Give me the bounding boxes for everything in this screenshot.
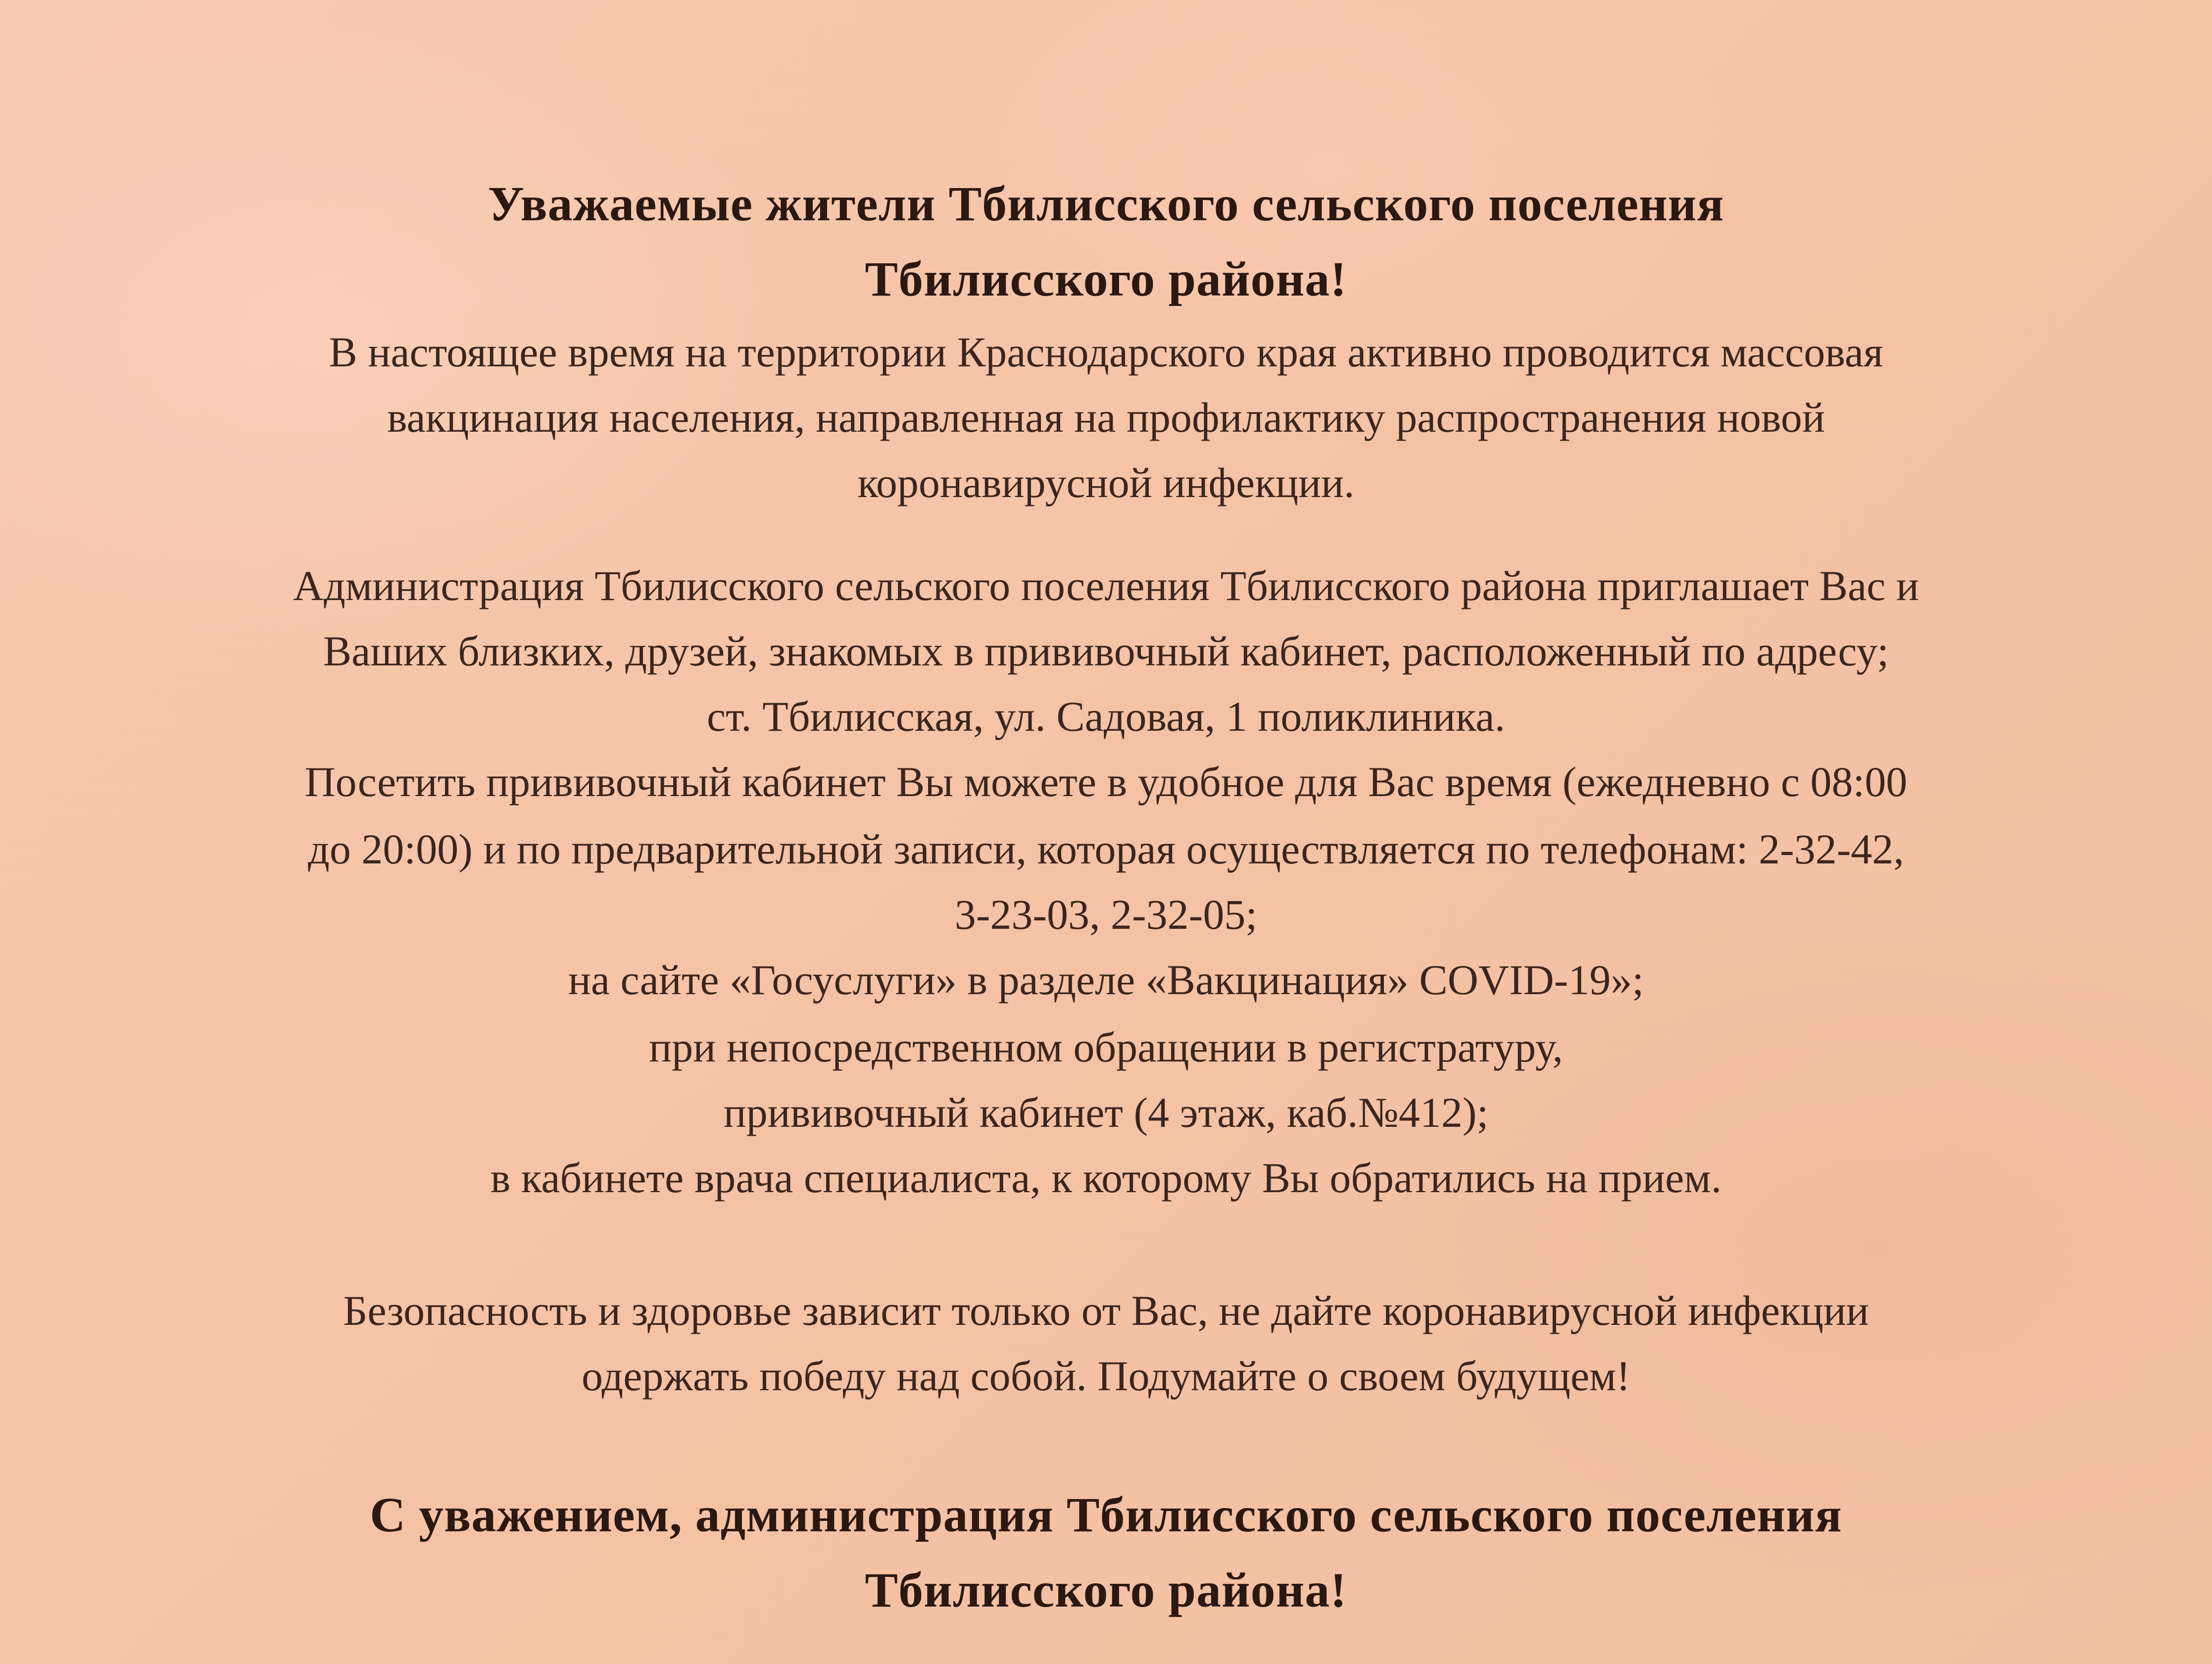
greeting-line-2: Тбилисского района! <box>865 252 1347 306</box>
invitation-line-8: при непосредственном обращении в регистратуру, <box>649 1023 1563 1071</box>
invitation-line-7: на сайте «Госуслуги» в разделе «Вакцинация» COVID-19»; <box>568 956 1644 1004</box>
greeting-line-1: Уважаемые жители Тбилисского сельского поселения <box>488 176 1724 231</box>
invitation-line-6: 3-23-03, 2-32-05; <box>954 891 1258 938</box>
signature-line-2: Тбилисского района! <box>865 1563 1347 1617</box>
invitation-line-4: Посетить прививочный кабинет Вы можете в удобное для Вас время (ежедневно с 08:00 <box>304 758 1908 806</box>
appeal-line-2: одержать победу над собой. Подумайте о своем будущем! <box>581 1352 1631 1400</box>
invitation-line-9: прививочный кабинет (4 этаж, каб.№412); <box>723 1089 1489 1136</box>
intro-line-1: В настоящее время на территории Краснодарского края активно проводится массовая <box>329 328 1883 376</box>
intro-line-2: вакцинация населения, направленная на профилактику распространения новой <box>387 394 1825 441</box>
invitation-line-10: в кабинете врача специалиста, к которому Вы обратились на прием. <box>490 1154 1722 1202</box>
invitation-line-5: до 20:00) и по предварительной записи, которая осуществляется по телефонам: 2-32-42, <box>308 825 1904 873</box>
appeal-line-1: Безопасность и здоровье зависит только от Вас, не дайте коронавирусной инфекции <box>343 1287 1869 1334</box>
invitation-line-3: ст. Тбилисская, ул. Садовая, 1 поликлиника. <box>707 693 1505 740</box>
intro-line-3: коронавирусной инфекции. <box>857 459 1355 506</box>
signature-line-1: С уважением, администрация Тбилисского сельского поселения <box>370 1487 1842 1542</box>
invitation-line-1: Администрация Тбилисского сельского поселения Тбилисского района приглашает Вас и <box>293 562 1919 609</box>
invitation-line-2: Ваших близких, друзей, знакомых в прививочный кабинет, расположенный по адресу; <box>323 627 1889 675</box>
